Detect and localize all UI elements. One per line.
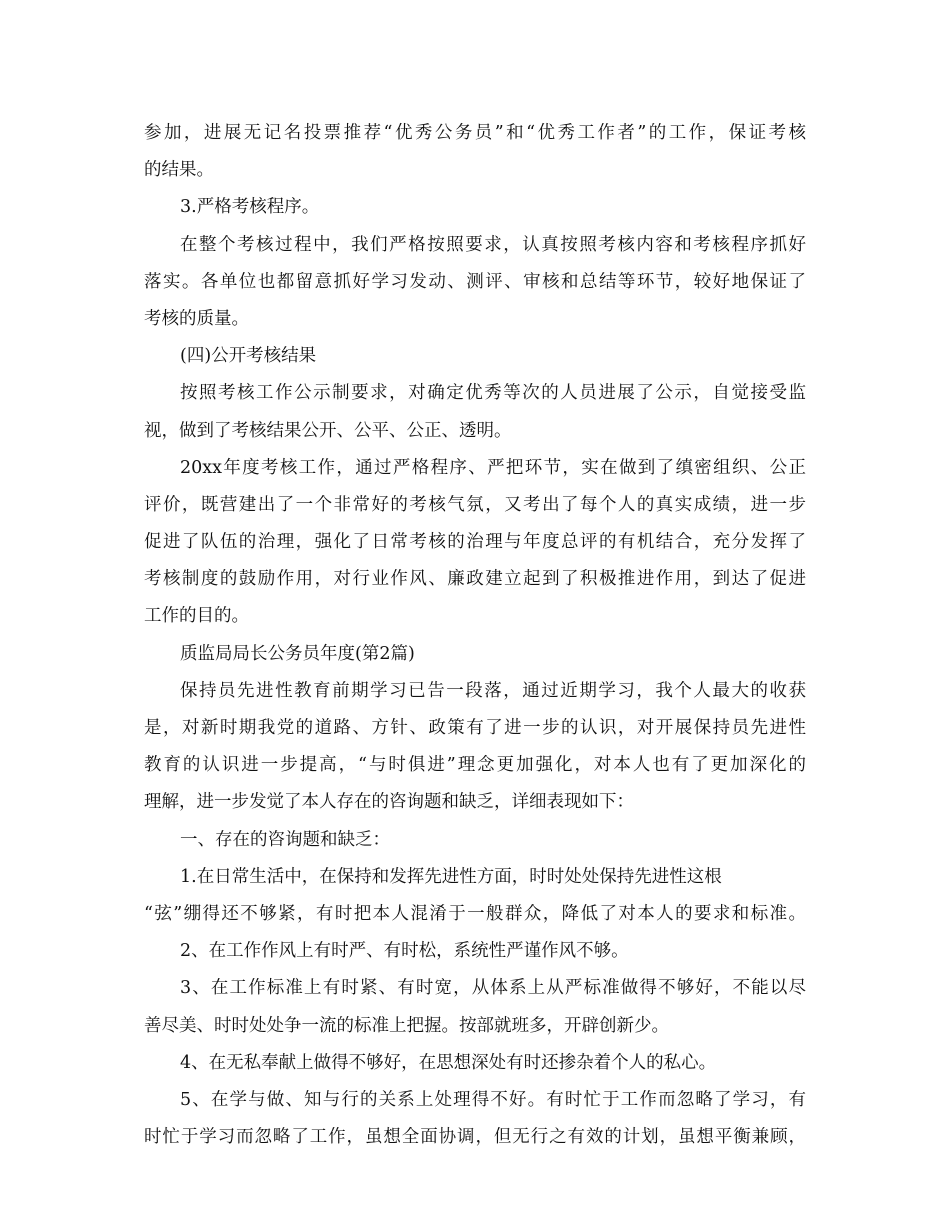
paragraph-line: “弦”绷得还不够紧，有时把本人混淆于一般群众，降低了对本人的要求和标准。	[144, 903, 806, 924]
paragraph-line: 工作的目的。	[144, 606, 249, 627]
paragraph-line: 善尽美、时时处处争一流的标准上把握。按部就班多，开辟创新少。	[144, 1015, 669, 1036]
paragraph-line: 落实。各单位也都留意抓好学习发动、测评、审核和总结等环节，较好地保证了	[144, 271, 806, 292]
paragraph-line: 1.在日常生活中，在保持和发挥先进性方面，时时处处保持先进性这根	[180, 866, 722, 887]
paragraph-line: 促进了队伍的治理，强化了日常考核的治理与年度总评的有机结合，充分发挥了	[144, 532, 806, 553]
paragraph-line: 按照考核工作公示制要求，对确定优秀等次的人员进展了公示，自觉接受监	[180, 383, 806, 404]
document-body	[144, 115, 806, 1156]
paragraph-line: 是，对新时期我党的道路、方针、政策有了进一步的认识，对开展保持员先进性	[144, 718, 806, 738]
paragraph-line: 20xx年度考核工作，通过严格程序、严把环节，实在做到了缜密组织、公正	[180, 457, 806, 478]
section-heading: (四)公开考核结果	[180, 346, 317, 367]
paragraph-line: 考核制度的鼓励作用，对行业作风、廉政建立起到了积极推进作用，到达了促进	[144, 569, 806, 590]
article-title: 质监局局长公务员年度(第2篇)	[180, 643, 415, 664]
paragraph-line: 保持员先进性教育前期学习已告一段落，通过近期学习，我个人最大的收获	[180, 680, 806, 701]
paragraph-line: 教育的认识进一步提高，“与时俱进”理念更加强化，对本人也有了更加深化的	[144, 755, 806, 776]
paragraph-line: 3、在工作标准上有时紧、有时宽，从体系上从严标准做得不够好，不能以尽	[180, 978, 806, 999]
paragraph-line: 4、在无私奉献上做得不够好，在思想深处有时还掺杂着个人的私心。	[180, 1052, 717, 1073]
paragraph-line: 2、在工作作风上有时严、有时松，系统性严谨作风不够。	[180, 941, 629, 962]
section-heading: 一、存在的咨询题和缺乏：	[180, 829, 390, 850]
paragraph-line: 评价，既营建出了一个非常好的考核气氛，又考出了每个人的真实成绩，进一步	[144, 494, 806, 515]
paragraph-line: 视，做到了考核结果公开、公平、公正、透明。	[144, 420, 512, 441]
paragraph-line: 理解，进一步发觉了本人存在的咨询题和缺乏，详细表现如下：	[144, 792, 634, 813]
paragraph-line: 在整个考核过程中，我们严格按照要求，认真按照考核内容和考核程序抓好	[180, 234, 806, 255]
paragraph-line: 考核的质量。	[144, 308, 249, 329]
paragraph-line: 时忙于学习而忽略了工作，虽想全面协调，但无行之有效的计划，虽想平衡兼顾，	[144, 1127, 806, 1148]
paragraph-line: 参加，进展无记名投票推荐“优秀公务员”和“优秀工作者”的工作，保证考核	[144, 123, 806, 143]
paragraph-line: 的结果。	[144, 160, 214, 181]
section-heading: 3.严格考核程序。	[180, 197, 320, 218]
paragraph-line: 5、在学与做、知与行的关系上处理得不好。有时忙于工作而忽略了学习，有	[180, 1089, 806, 1110]
